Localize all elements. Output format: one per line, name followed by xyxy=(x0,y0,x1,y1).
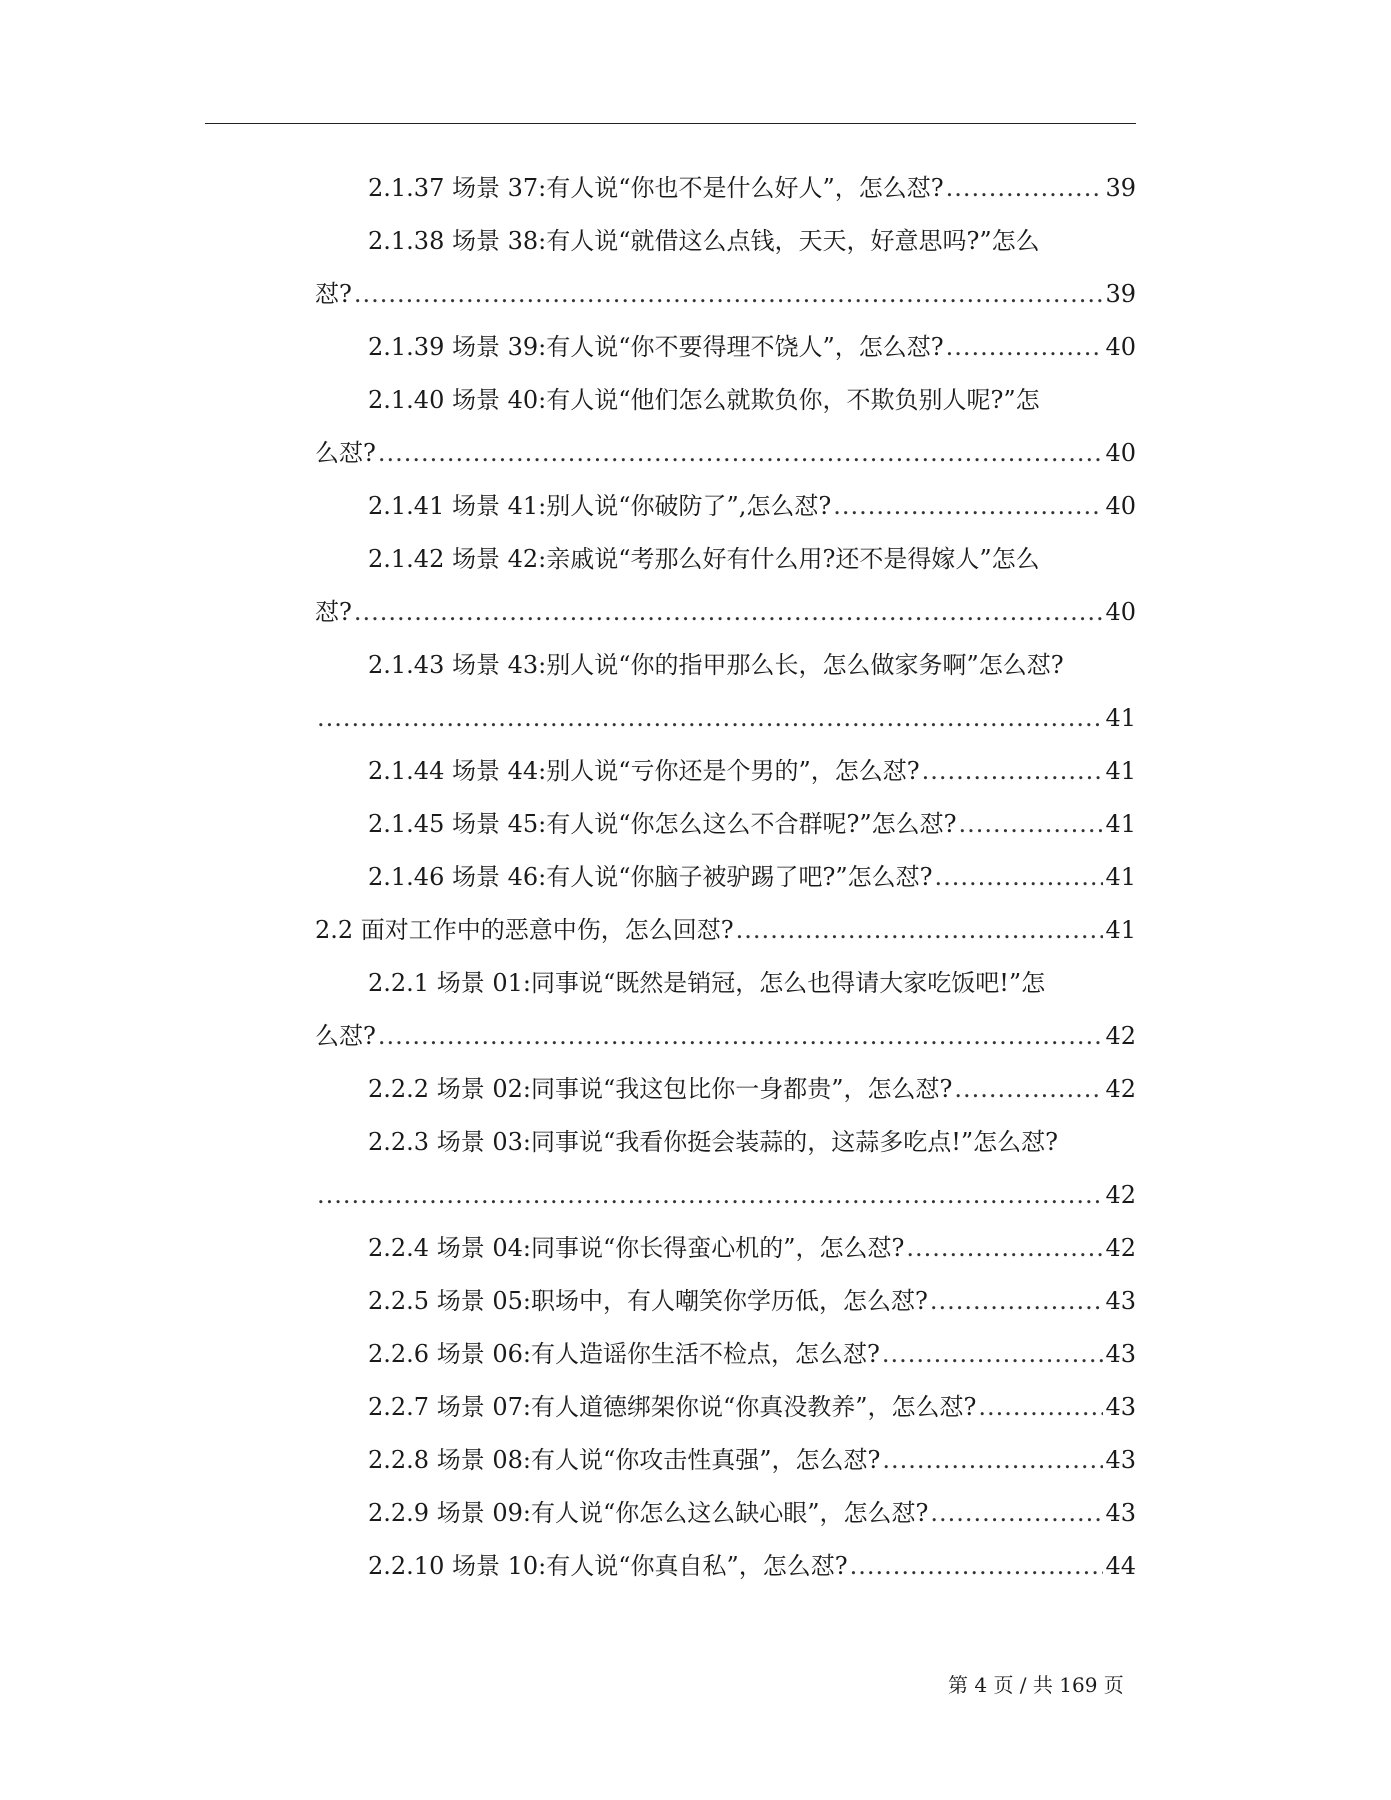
dot-leader xyxy=(882,1337,1104,1371)
toc-entry-title: 2.2.2 场景 02:同事说“我这包比你一身都贵”，怎么怼? xyxy=(368,1075,953,1103)
toc-entry[interactable] xyxy=(368,1390,1136,1424)
dot-leader xyxy=(946,330,1104,364)
toc-section[interactable] xyxy=(315,913,1136,947)
page-footer: 第 4 页 / 共 169 页 xyxy=(948,1673,1124,1697)
toc-entry-continuation[interactable] xyxy=(315,595,1136,629)
toc-entry-title[interactable]: 2.1.40 场景 40:有人说“他们怎么就欺负你，不欺负别人呢?”怎 xyxy=(368,386,1040,414)
toc-entry-page: 39 xyxy=(1105,174,1136,202)
toc-entry-continuation[interactable] xyxy=(315,701,1136,735)
toc-entry-continuation[interactable] xyxy=(315,1178,1136,1212)
toc-entry-title[interactable]: 2.1.43 场景 43:别人说“你的指甲那么长，怎么做家务啊”怎么怼? xyxy=(368,651,1064,679)
toc-entry-page: 43 xyxy=(1105,1446,1136,1474)
dot-leader xyxy=(736,913,1104,947)
toc-entry[interactable] xyxy=(368,807,1136,841)
dot-leader xyxy=(833,489,1103,523)
dot-leader xyxy=(978,1390,1103,1424)
toc-entry-continuation[interactable] xyxy=(315,277,1136,311)
toc-entry-page: 41 xyxy=(1105,916,1136,944)
toc-entry[interactable] xyxy=(368,330,1136,364)
toc-entry-title: 2.1.44 场景 44:别人说“亏你还是个男的”，怎么怼? xyxy=(368,757,920,785)
toc-entry[interactable] xyxy=(368,1496,1136,1530)
dot-leader xyxy=(317,701,1103,735)
toc-entry-title: 2.1.37 场景 37:有人说“你也不是什么好人”，怎么怼? xyxy=(368,174,944,202)
dot-leader xyxy=(378,436,1104,470)
toc-entry-page: 40 xyxy=(1105,439,1136,467)
dot-leader xyxy=(954,1072,1103,1106)
toc-entry-page: 41 xyxy=(1105,704,1136,732)
toc-entry-page: 41 xyxy=(1105,757,1136,785)
dot-leader xyxy=(935,860,1104,894)
dot-leader xyxy=(946,171,1104,205)
toc-entry[interactable] xyxy=(368,489,1136,523)
toc-entry-title[interactable]: 2.2.3 场景 03:同事说“我看你挺会装蒜的，这蒜多吃点!”怎么怼? xyxy=(368,1128,1058,1156)
header-rule xyxy=(205,123,1136,124)
toc-entry-page: 41 xyxy=(1105,810,1136,838)
dot-leader xyxy=(922,754,1104,788)
toc-entry-page: 43 xyxy=(1105,1393,1136,1421)
toc-entry-title: 2.1.41 场景 41:别人说“你破防了”,怎么怼? xyxy=(368,492,832,520)
toc-entry-page: 42 xyxy=(1105,1234,1136,1262)
dot-leader xyxy=(882,1443,1103,1477)
toc-entry-page: 44 xyxy=(1105,1552,1136,1580)
dot-leader xyxy=(378,1019,1104,1053)
toc-entry-title-cont: 么怼? xyxy=(315,439,376,467)
dot-leader xyxy=(906,1231,1103,1265)
dot-leader xyxy=(959,807,1104,841)
toc-entry-title: 2.2.8 场景 08:有人说“你攻击性真强”，怎么怼? xyxy=(368,1446,881,1474)
toc-entry-title: 2.1.46 场景 46:有人说“你脑子被驴踢了吧?”怎么怼? xyxy=(368,863,933,891)
dot-leader xyxy=(850,1549,1104,1583)
toc-entry-title: 2.1.39 场景 39:有人说“你不要得理不饶人”，怎么怼? xyxy=(368,333,944,361)
toc-entry-title: 2.2.10 场景 10:有人说“你真自私”，怎么怼? xyxy=(368,1552,848,1580)
toc-entry-continuation[interactable] xyxy=(315,436,1136,470)
toc-entry-title-cont: 怼? xyxy=(315,598,352,626)
dot-leader xyxy=(354,595,1104,629)
dot-leader xyxy=(317,1178,1103,1212)
toc-entry-title: 2.2.7 场景 07:有人道德绑架你说“你真没教养”，怎么怼? xyxy=(368,1393,977,1421)
toc-entry-page: 40 xyxy=(1105,598,1136,626)
toc-entry[interactable] xyxy=(368,1231,1136,1265)
toc-entry-page: 41 xyxy=(1105,863,1136,891)
toc-entry[interactable] xyxy=(368,1549,1136,1583)
toc-entry-title: 2.1.45 场景 45:有人说“你怎么这么不合群呢?”怎么怼? xyxy=(368,810,957,838)
toc-entry[interactable] xyxy=(368,1072,1136,1106)
toc-entry[interactable] xyxy=(368,1337,1136,1371)
toc-entry-title: 2.2.4 场景 04:同事说“你长得蛮心机的”，怎么怼? xyxy=(368,1234,905,1262)
toc-entry-title: 2.2.9 场景 09:有人说“你怎么这么缺心眼”，怎么怼? xyxy=(368,1499,929,1527)
dot-leader xyxy=(930,1284,1104,1318)
toc-entry-title[interactable]: 2.1.38 场景 38:有人说“就借这么点钱，天天，好意思吗?”怎么 xyxy=(368,227,1040,255)
toc-entry-page: 43 xyxy=(1105,1499,1136,1527)
toc-entry[interactable] xyxy=(368,754,1136,788)
toc-entry[interactable] xyxy=(368,1443,1136,1477)
toc-entry[interactable] xyxy=(368,171,1136,205)
toc-entry-title[interactable]: 2.2.1 场景 01:同事说“既然是销冠，怎么也得请大家吃饭吧!”怎 xyxy=(368,969,1046,997)
toc-entry-page: 42 xyxy=(1105,1181,1136,1209)
toc-entry-title-cont: 么怼? xyxy=(315,1022,376,1050)
toc-entry-title: 2.2.5 场景 05:职场中，有人嘲笑你学历低，怎么怼? xyxy=(368,1287,928,1315)
toc-entry-title[interactable]: 2.1.42 场景 42:亲戚说“考那么好有什么用?还不是得嫁人”怎么 xyxy=(368,545,1040,573)
dot-leader xyxy=(930,1496,1103,1530)
toc-entry-title-cont: 怼? xyxy=(315,280,352,308)
toc-entry-page: 42 xyxy=(1105,1022,1136,1050)
toc-entry-page: 42 xyxy=(1105,1075,1136,1103)
toc-section-title: 2.2 面对工作中的恶意中伤，怎么回怼? xyxy=(315,916,734,944)
toc-entry[interactable] xyxy=(368,1284,1136,1318)
toc-entry-page: 43 xyxy=(1105,1340,1136,1368)
toc-entry-page: 43 xyxy=(1105,1287,1136,1315)
toc-entry-page: 40 xyxy=(1105,333,1136,361)
toc-entry-page: 39 xyxy=(1105,280,1136,308)
toc-entry-page: 40 xyxy=(1105,492,1136,520)
toc-entry-title: 2.2.6 场景 06:有人造谣你生活不检点，怎么怼? xyxy=(368,1340,880,1368)
toc-entry[interactable] xyxy=(368,860,1136,894)
dot-leader xyxy=(354,277,1104,311)
toc-entry-continuation[interactable] xyxy=(315,1019,1136,1053)
